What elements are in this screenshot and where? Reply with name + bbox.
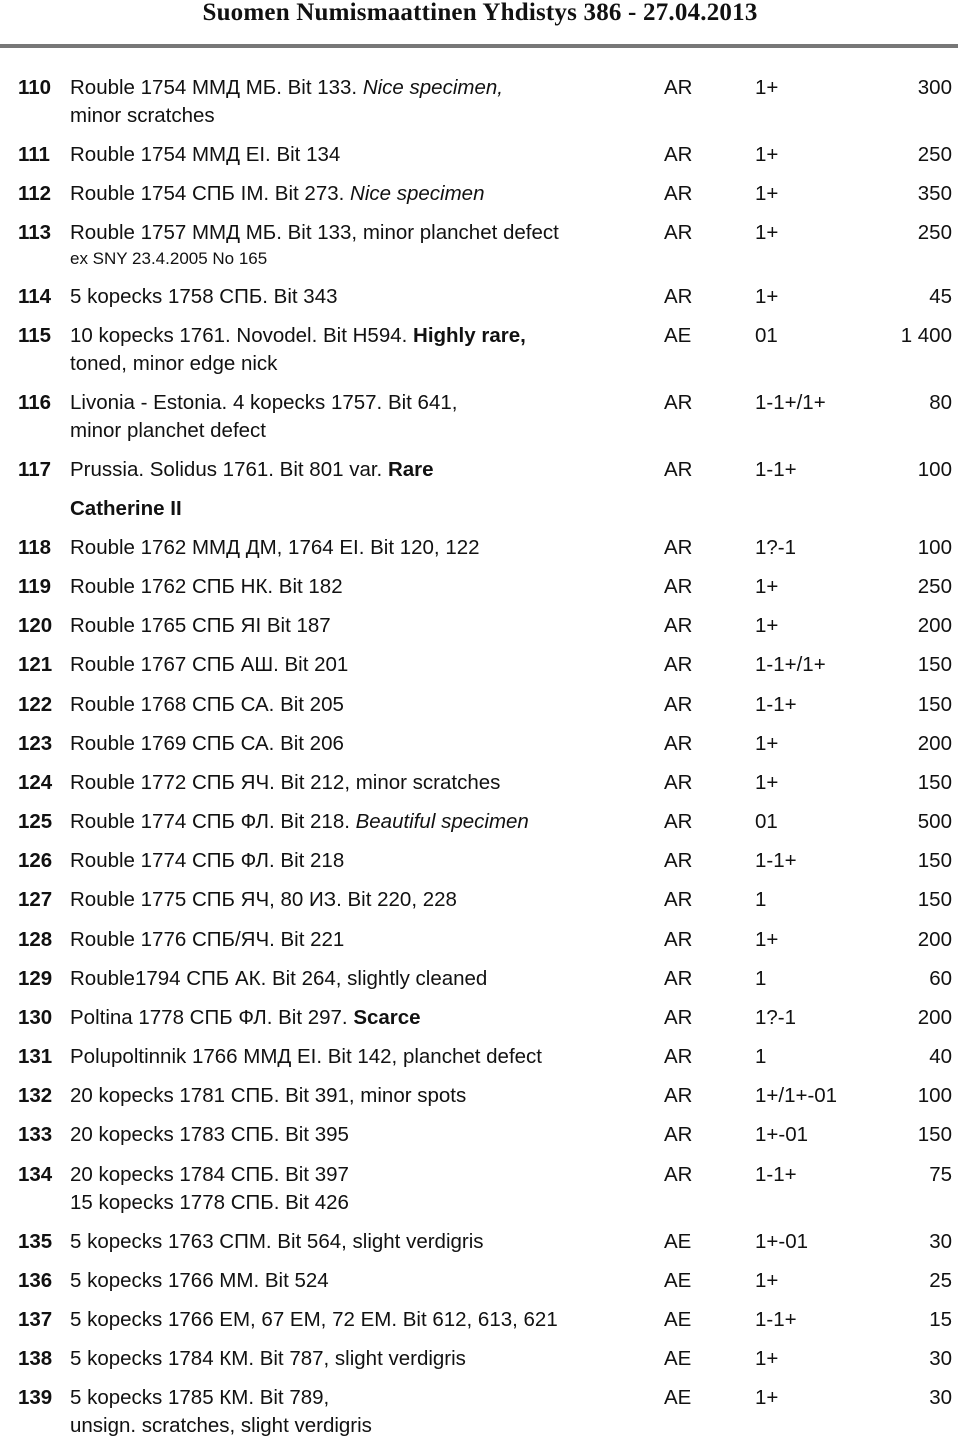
lot-price: 250 — [917, 143, 952, 166]
lot-metal: AR — [664, 76, 693, 99]
lot-description — [70, 1384, 650, 1440]
lot-metal: AR — [664, 1084, 693, 1107]
description-text: Livonia - Estonia. 4 kopecks 1757. Bit 641, — [70, 391, 458, 414]
lot-metal: AR — [664, 1045, 693, 1068]
description-text: Rouble 1774 СПБ ФЛ. Bit 218. — [70, 810, 356, 833]
description-remark: Nice specimen — [350, 182, 485, 205]
lot-grade: 1+ — [755, 285, 779, 308]
lot-description — [70, 322, 650, 378]
description-text: 5 kopecks 1766 ЕМ, 67 ЕМ, 72 ЕМ. Bit 612, 613, 621 — [70, 1308, 558, 1331]
lot-metal: AR — [664, 1006, 693, 1029]
lot-grade: 1+ — [755, 1347, 779, 1370]
description-text: 5 kopecks 1766 ММ. Bit 524 — [70, 1269, 329, 1292]
lot-description — [70, 1228, 650, 1256]
lot-metal: AR — [664, 182, 693, 205]
lot-number: 137 — [18, 1308, 53, 1331]
lot-number: 119 — [18, 575, 52, 598]
lot-metal: AR — [664, 967, 693, 990]
lot-number: 111 — [18, 143, 50, 166]
description-line2: minor scratches — [70, 104, 215, 127]
description-line2: unsign. scratches, slight verdigris — [70, 1414, 372, 1437]
lot-price: 60 — [929, 967, 952, 990]
lot-description — [70, 1043, 650, 1071]
lot-metal: AR — [664, 614, 693, 637]
lot-number: 128 — [18, 928, 53, 951]
lot-price: 150 — [917, 849, 952, 872]
lot-grade: 1+ — [755, 221, 779, 244]
lot-metal: AE — [664, 1386, 692, 1409]
description-text: Rouble 1768 СПБ СА. Bit 205 — [70, 693, 344, 716]
description-text: Rouble 1772 СПБ ЯЧ. Bit 212, minor scratches — [70, 771, 501, 794]
description-text: 20 kopecks 1781 СПБ. Bit 391, minor spots — [70, 1084, 467, 1107]
lot-grade: 1+ — [755, 182, 779, 205]
lot-grade: 1-1+/1+ — [755, 653, 826, 676]
lot-grade: 1+ — [755, 732, 779, 755]
lot-price: 15 — [929, 1308, 952, 1331]
lot-description — [70, 691, 650, 719]
lot-metal: AR — [664, 143, 693, 166]
lot-grade: 1+ — [755, 143, 779, 166]
description-highlight: Highly rare, — [413, 324, 526, 347]
lot-price: 250 — [917, 221, 952, 244]
lot-number: 117 — [18, 458, 52, 481]
lot-number: 133 — [18, 1123, 53, 1146]
lot-grade: 1 — [755, 967, 767, 990]
lot-price: 45 — [929, 285, 952, 308]
lot-number: 124 — [18, 771, 53, 794]
lot-grade: 1+-01 — [755, 1123, 809, 1146]
description-text: Rouble 1769 СПБ СА. Bit 206 — [70, 732, 344, 755]
description-text: Rouble 1767 СПБ АШ. Bit 201 — [70, 653, 349, 676]
lot-metal: AR — [664, 1123, 693, 1146]
description-highlight: Scarce — [353, 1006, 421, 1029]
lot-description — [70, 74, 650, 130]
lot-number: 127 — [18, 888, 53, 911]
description-text: 5 kopecks 1784 КМ. Bit 787, slight verdigris — [70, 1347, 466, 1370]
description-text: Rouble 1775 СПБ ЯЧ, 80 ИЗ. Bit 220, 228 — [70, 888, 457, 911]
lot-description — [70, 1306, 650, 1334]
lot-description — [70, 769, 650, 797]
lot-grade: 1 — [755, 888, 767, 911]
lot-number: 129 — [18, 967, 53, 990]
lot-grade: 1+ — [755, 575, 779, 598]
lot-number: 136 — [18, 1269, 53, 1292]
lot-number: 114 — [18, 285, 52, 308]
lot-number: 113 — [18, 221, 52, 244]
lot-metal: AE — [664, 1269, 692, 1292]
lot-price: 150 — [917, 693, 952, 716]
description-line2: 15 kopecks 1778 СПБ. Bit 426 — [70, 1191, 349, 1214]
lot-metal: AR — [664, 693, 693, 716]
lot-grade: 1+ — [755, 1269, 779, 1292]
lot-description — [70, 180, 650, 208]
page-header — [0, 0, 960, 26]
lot-number: 125 — [18, 810, 53, 833]
lot-description — [70, 965, 650, 993]
lot-description — [70, 1345, 650, 1373]
lot-price: 30 — [929, 1347, 952, 1370]
lot-price: 100 — [917, 1084, 952, 1107]
lot-price: 150 — [917, 771, 952, 794]
lot-description — [70, 886, 650, 914]
description-text: Rouble 1762 ММД ДМ, 1764 ЕI. Bit 120, 122 — [70, 536, 480, 559]
description-text: Polupoltinnik 1766 ММД ЕI. Bit 142, planchet defect — [70, 1045, 542, 1068]
lot-grade: 1-1+ — [755, 1163, 797, 1186]
lot-number: 122 — [18, 693, 53, 716]
lot-grade: 1+-01 — [755, 1230, 809, 1253]
description-text: Rouble 1776 СПБ/ЯЧ. Bit 221 — [70, 928, 345, 951]
lot-grade: 1+ — [755, 771, 779, 794]
lot-number: 115 — [18, 324, 52, 347]
lot-description — [70, 1121, 650, 1149]
description-text: 5 kopecks 1763 СПМ. Bit 564, slight verdigris — [70, 1230, 484, 1253]
lot-grade: 1+ — [755, 76, 779, 99]
lot-price: 75 — [929, 1163, 952, 1186]
description-text: 5 kopecks 1785 КМ. Bit 789, — [70, 1386, 330, 1409]
description-text: Rouble1794 СПБ АК. Bit 264, slightly cleaned — [70, 967, 488, 990]
lot-price: 1 400 — [900, 324, 952, 347]
lot-description — [70, 219, 650, 271]
lot-metal: AE — [664, 1308, 692, 1331]
lot-number: 110 — [18, 76, 52, 99]
lot-metal: AR — [664, 221, 693, 244]
lot-description — [70, 1267, 650, 1295]
lot-price: 150 — [917, 653, 952, 676]
lot-metal: AR — [664, 458, 693, 481]
lot-metal: AR — [664, 888, 693, 911]
description-text: Poltina 1778 СПБ ФЛ. Bit 297. — [70, 1006, 354, 1029]
lot-number: 121 — [18, 653, 53, 676]
description-text: Prussia. Solidus 1761. Bit 801 var. — [70, 458, 388, 481]
section-title: Catherine II — [70, 497, 182, 520]
lot-metal: AR — [664, 849, 693, 872]
lot-price: 350 — [917, 182, 952, 205]
description-line2: toned, minor edge nick — [70, 352, 278, 375]
lot-grade: 01 — [755, 324, 778, 347]
lot-description — [70, 1082, 650, 1110]
description-remark: Nice specimen, — [362, 76, 503, 99]
description-text: 10 kopecks 1761. Novodel. Bit H594. — [70, 324, 414, 347]
lot-metal: AR — [664, 1163, 693, 1186]
lot-grade: 1-1+ — [755, 458, 797, 481]
lot-number: 132 — [18, 1084, 53, 1107]
lot-grade: 1-1+ — [755, 693, 797, 716]
lot-description — [70, 926, 650, 954]
lot-price: 100 — [917, 458, 952, 481]
lot-grade: 1-1+ — [755, 849, 797, 872]
lot-grade: 1+ — [755, 1386, 779, 1409]
lot-number: 139 — [18, 1386, 53, 1409]
lot-metal: AR — [664, 285, 693, 308]
lot-grade: 1+ — [755, 614, 779, 637]
lot-grade: 1+ — [755, 928, 779, 951]
description-text: Rouble 1757 ММД МБ. Bit 133, minor planchet defect — [70, 221, 559, 244]
lot-description — [70, 283, 650, 311]
lot-number: 123 — [18, 732, 53, 755]
lot-number: 130 — [18, 1006, 53, 1029]
lot-metal: AR — [664, 575, 693, 598]
lot-number: 116 — [18, 391, 52, 414]
description-text: Rouble 1774 СПБ ФЛ. Bit 218 — [70, 849, 345, 872]
lot-metal: AR — [664, 653, 693, 676]
lot-price: 30 — [929, 1230, 952, 1253]
lot-price: 200 — [917, 1006, 952, 1029]
lot-grade: 1?-1 — [755, 1006, 797, 1029]
lot-grade: 1 — [755, 1045, 767, 1068]
lot-price: 80 — [929, 391, 952, 414]
lot-metal: AR — [664, 810, 693, 833]
description-line2: minor planchet defect — [70, 419, 267, 442]
lot-description — [70, 808, 650, 836]
lot-price: 40 — [929, 1045, 952, 1068]
lot-description — [70, 730, 650, 758]
lot-number: 112 — [18, 182, 52, 205]
lot-metal: AR — [664, 771, 693, 794]
lot-metal: AR — [664, 732, 693, 755]
description-text: Rouble 1762 СПБ НК. Bit 182 — [70, 575, 343, 598]
lot-metal: AE — [664, 1230, 692, 1253]
lot-metal: AE — [664, 1347, 692, 1370]
lot-price: 25 — [929, 1269, 952, 1292]
description-text: Rouble 1765 СПБ ЯI Bit 187 — [70, 614, 331, 637]
description-line2: ex SNY 23.4.2005 No 165 — [70, 249, 268, 268]
lot-grade: 01 — [755, 810, 778, 833]
lot-description — [70, 573, 650, 601]
header-divider — [0, 44, 958, 48]
lot-description — [70, 651, 650, 679]
description-text: Rouble 1754 ММД ЕI. Bit 134 — [70, 143, 341, 166]
lot-number: 134 — [18, 1163, 53, 1186]
lot-description — [70, 612, 650, 640]
lot-description — [70, 534, 650, 562]
description-text: 20 kopecks 1784 СПБ. Bit 397 — [70, 1163, 349, 1186]
header-title: Suomen Numismaattinen Yhdistys 386 - 27.04.2013 — [202, 0, 758, 26]
lot-number: 120 — [18, 614, 53, 637]
lot-metal: AR — [664, 536, 693, 559]
lot-description — [70, 847, 650, 875]
description-remark: Beautiful specimen — [355, 810, 529, 833]
lot-price: 250 — [917, 575, 952, 598]
lot-price: 200 — [917, 614, 952, 637]
description-text: Rouble 1754 ММД МБ. Bit 133. — [70, 76, 363, 99]
lot-grade: 1-1+/1+ — [755, 391, 826, 414]
lot-number: 126 — [18, 849, 53, 872]
lot-price: 150 — [917, 888, 952, 911]
lot-metal: AE — [664, 324, 692, 347]
lot-price: 500 — [917, 810, 952, 833]
description-highlight: Rare — [387, 458, 434, 481]
lot-price: 150 — [917, 1123, 952, 1146]
lot-price: 200 — [917, 928, 952, 951]
lot-description — [70, 389, 650, 445]
lot-description — [70, 1161, 650, 1217]
description-text: 20 kopecks 1783 СПБ. Bit 395 — [70, 1123, 349, 1146]
lot-grade: 1?-1 — [755, 536, 797, 559]
lot-number: 118 — [18, 536, 52, 559]
lot-metal: AR — [664, 928, 693, 951]
description-text: Rouble 1754 СПБ IM. Bit 273. — [70, 182, 351, 205]
description-text: 5 kopecks 1758 СПБ. Bit 343 — [70, 285, 338, 308]
lot-description — [70, 456, 650, 484]
lot-price: 100 — [917, 536, 952, 559]
lot-grade: 1+/1+-01 — [755, 1084, 838, 1107]
lot-metal: AR — [664, 391, 693, 414]
lot-description — [70, 1004, 650, 1032]
lot-grade: 1-1+ — [755, 1308, 797, 1331]
lot-number: 138 — [18, 1347, 53, 1370]
lot-number: 135 — [18, 1230, 53, 1253]
lot-price: 30 — [929, 1386, 952, 1409]
lot-number: 131 — [18, 1045, 53, 1068]
lot-price: 200 — [917, 732, 952, 755]
lot-description — [70, 141, 650, 169]
lot-price: 300 — [917, 76, 952, 99]
